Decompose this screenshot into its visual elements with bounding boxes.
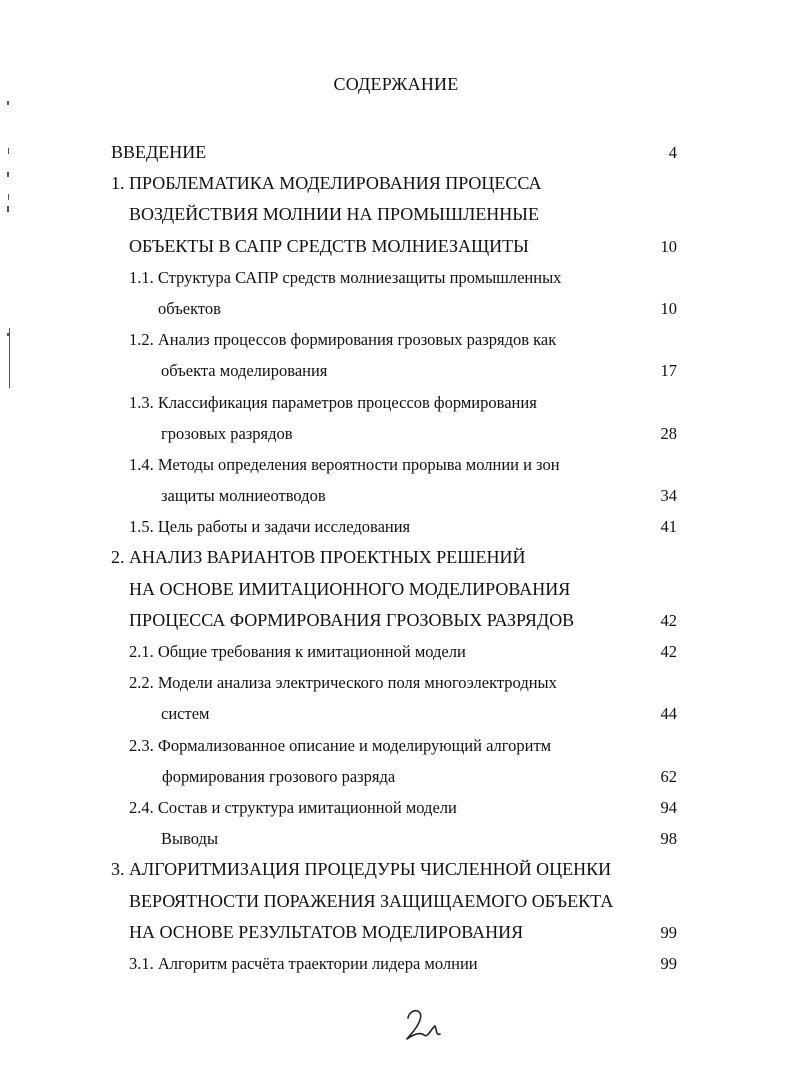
toc-entry-text: 1.4. Методы определения вероятности прорыва молнии и зон <box>129 454 560 474</box>
toc-entry-page: 44 <box>660 704 677 724</box>
toc-entry <box>0 730 792 761</box>
toc-entry <box>0 387 792 418</box>
toc-entry <box>0 698 792 729</box>
toc-entry <box>0 449 792 480</box>
toc-entry-text: Выводы <box>161 829 219 849</box>
toc-entry-text: 2. АНАЛИЗ ВАРИАНТОВ ПРОЕКТНЫХ РЕШЕНИЙ <box>111 547 526 568</box>
toc-entry-text: 3. АЛГОРИТМИЗАЦИЯ ПРОЦЕДУРЫ ЧИСЛЕННОЙ ОЦЕНКИ <box>111 859 612 880</box>
toc-entry-text: 2.3. Формализованное описание и моделирующий алгоритм <box>129 735 552 755</box>
toc-entry-page: 41 <box>660 517 677 537</box>
toc-entry-page: 17 <box>660 361 677 381</box>
toc-entry-page: 94 <box>660 797 677 817</box>
toc-entry-text: НА ОСНОВЕ ИМИТАЦИОННОГО МОДЕЛИРОВАНИЯ <box>129 578 571 599</box>
toc-entry <box>0 761 792 792</box>
toc-entry-page: 10 <box>660 298 677 318</box>
toc-entry-text: ВЕРОЯТНОСТИ ПОРАЖЕНИЯ ЗАЩИЩАЕМОГО ОБЪЕКТА <box>129 890 614 911</box>
toc-entry <box>0 231 792 262</box>
toc-entry <box>0 792 792 823</box>
toc-entry-text: 1.2. Анализ процессов формирования грозовых разрядов как <box>129 330 557 350</box>
toc-entry <box>0 605 792 636</box>
toc-entry-text: систем <box>161 704 210 724</box>
toc-entry-text: ВОЗДЕЙСТВИЯ МОЛНИИ НА ПРОМЫШЛЕННЫЕ <box>129 204 540 225</box>
toc-entry <box>0 355 792 386</box>
toc-entry-text: объектов <box>158 298 221 318</box>
toc-entry-text: 1. ПРОБЛЕМАТИКА МОДЕЛИРОВАНИЯ ПРОЦЕССА <box>111 173 542 194</box>
handwritten-page-number <box>398 1004 444 1044</box>
toc-entry-text: 2.2. Модели анализа электрического поля многоэлектродных <box>129 673 557 693</box>
toc-entry-page: 99 <box>660 953 677 973</box>
toc-entry-text: формирования грозового разряда <box>162 766 396 786</box>
toc-entry-text: НА ОСНОВЕ РЕЗУЛЬТАТОВ МОДЕЛИРОВАНИЯ <box>129 921 524 942</box>
table-of-contents <box>0 137 792 979</box>
toc-entry-text: 2.4. Состав и структура имитационной модели <box>129 797 457 817</box>
toc-entry <box>0 137 792 168</box>
toc-entry <box>0 823 792 854</box>
toc-entry <box>0 854 792 885</box>
toc-entry <box>0 948 792 979</box>
toc-entry-page: 99 <box>660 922 677 942</box>
toc-entry <box>0 886 792 917</box>
toc-entry-text: 1.3. Классификация параметров процессов формирования <box>129 392 537 412</box>
toc-entry-page: 62 <box>660 766 677 786</box>
toc-entry <box>0 636 792 667</box>
toc-entry <box>0 418 792 449</box>
toc-entry <box>0 574 792 605</box>
toc-entry-text: ВВЕДЕНИЕ <box>111 142 207 162</box>
toc-title: СОДЕРЖАНИЕ <box>333 74 459 94</box>
toc-entry-page: 34 <box>660 486 677 506</box>
toc-entry-text: объекта моделирования <box>161 361 328 381</box>
toc-entry <box>0 168 792 199</box>
toc-entry <box>0 293 792 324</box>
toc-entry-page: 10 <box>660 236 677 256</box>
toc-entry-page: 42 <box>660 642 677 661</box>
toc-entry <box>0 667 792 698</box>
toc-entry-text: защиты молниеотводов <box>161 486 326 506</box>
toc-entry <box>0 324 792 355</box>
toc-entry <box>0 199 792 230</box>
toc-entry <box>0 917 792 948</box>
toc-entry-text: грозовых разрядов <box>161 423 293 443</box>
toc-entry-text: 3.1. Алгоритм расчёта траектории лидера молнии <box>129 953 478 973</box>
toc-entry-page: 4 <box>668 143 677 162</box>
toc-entry <box>0 511 792 542</box>
toc-entry-text: 1.1. Структура САПР средств молниезащиты промышленных <box>129 267 562 287</box>
toc-entry-page: 42 <box>660 610 677 630</box>
toc-entry-text: 2.1. Общие требования к имитационной модели <box>129 642 466 661</box>
toc-entry <box>0 262 792 293</box>
toc-entry-page: 28 <box>660 423 677 443</box>
toc-entry <box>0 542 792 573</box>
toc-entry <box>0 480 792 511</box>
toc-entry-page: 98 <box>660 829 677 849</box>
toc-entry-text: 1.5. Цель работы и задачи исследования <box>129 517 411 537</box>
toc-entry-text: ОБЪЕКТЫ В САПР СРЕДСТВ МОЛНИЕЗАЩИТЫ <box>129 235 529 256</box>
toc-entry-text: ПРОЦЕССА ФОРМИРОВАНИЯ ГРОЗОВЫХ РАЗРЯДОВ <box>129 609 575 630</box>
